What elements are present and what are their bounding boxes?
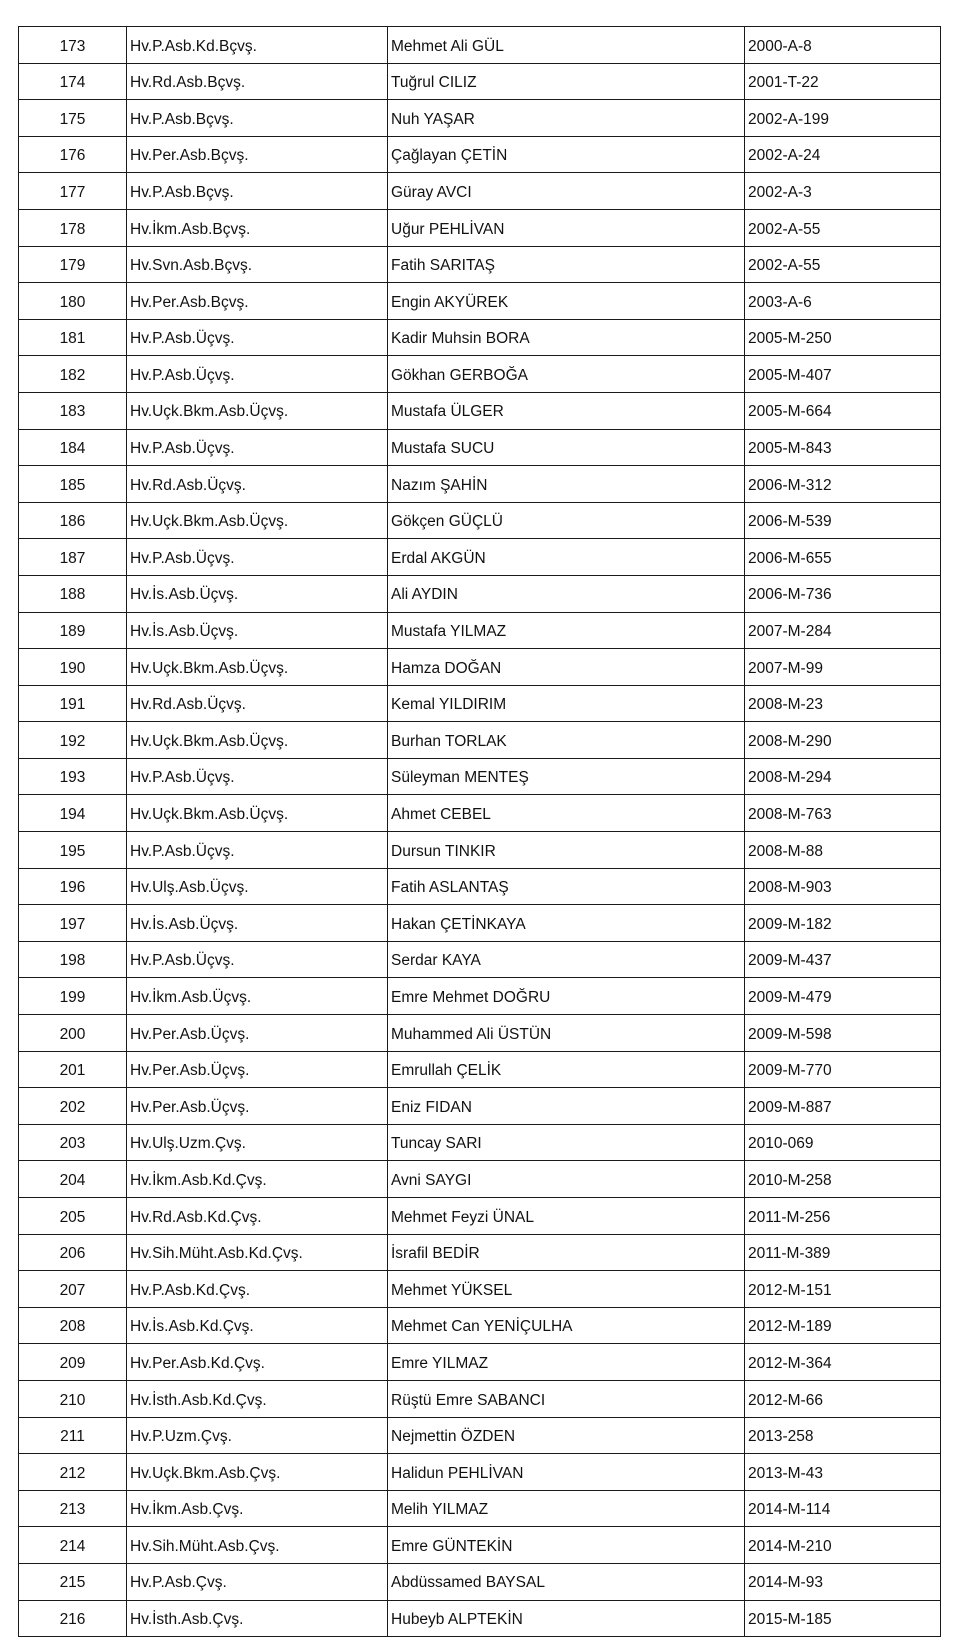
- table-row: [19, 868, 941, 905]
- person-name-cell: Mustafa SUCU: [388, 429, 745, 466]
- row-number-cell: 183: [19, 392, 127, 429]
- registry-number-cell: 2012-M-364: [745, 1344, 941, 1381]
- rank-cell: Hv.İs.Asb.Üçvş.: [127, 905, 388, 942]
- rank-cell: Hv.P.Asb.Kd.Çvş.: [127, 1271, 388, 1308]
- table-row: [19, 1344, 941, 1381]
- rank-cell: Hv.Rd.Asb.Üçvş.: [127, 466, 388, 503]
- table-row: [19, 941, 941, 978]
- table-row: [19, 575, 941, 612]
- table-row: [19, 502, 941, 539]
- table-row: [19, 1527, 941, 1564]
- table-row: [19, 356, 941, 393]
- person-name-cell: Emre GÜNTEKİN: [388, 1527, 745, 1564]
- rank-cell: Hv.Uçk.Bkm.Asb.Üçvş.: [127, 722, 388, 759]
- person-name-cell: Engin AKYÜREK: [388, 283, 745, 320]
- registry-number-cell: 2009-M-598: [745, 1015, 941, 1052]
- row-number-cell: 215: [19, 1563, 127, 1600]
- person-name-cell: Melih YILMAZ: [388, 1490, 745, 1527]
- table-row: [19, 1600, 941, 1637]
- registry-number-cell: 2006-M-655: [745, 539, 941, 576]
- person-name-cell: Halidun PEHLİVAN: [388, 1454, 745, 1491]
- rank-cell: Hv.Per.Asb.Üçvş.: [127, 1088, 388, 1125]
- row-number-cell: 193: [19, 758, 127, 795]
- registry-number-cell: 2008-M-763: [745, 795, 941, 832]
- registry-number-cell: 2005-M-664: [745, 392, 941, 429]
- person-name-cell: Kemal YILDIRIM: [388, 685, 745, 722]
- registry-number-cell: 2008-M-290: [745, 722, 941, 759]
- rank-cell: Hv.Ulş.Asb.Üçvş.: [127, 868, 388, 905]
- person-name-cell: Mehmet Feyzi ÜNAL: [388, 1198, 745, 1235]
- table-row: [19, 722, 941, 759]
- table-row: [19, 246, 941, 283]
- row-number-cell: 203: [19, 1124, 127, 1161]
- registry-number-cell: 2007-M-284: [745, 612, 941, 649]
- registry-number-cell: 2011-M-256: [745, 1198, 941, 1235]
- table-row: [19, 1307, 941, 1344]
- rank-cell: Hv.Per.Asb.Üçvş.: [127, 1051, 388, 1088]
- registry-number-cell: 2000-A-8: [745, 27, 941, 64]
- rank-cell: Hv.Per.Asb.Bçvş.: [127, 283, 388, 320]
- person-name-cell: Çağlayan ÇETİN: [388, 136, 745, 173]
- person-name-cell: Güray AVCI: [388, 173, 745, 210]
- registry-number-cell: 2003-A-6: [745, 283, 941, 320]
- rank-cell: Hv.Uçk.Bkm.Asb.Üçvş.: [127, 795, 388, 832]
- person-name-cell: Tuğrul CILIZ: [388, 63, 745, 100]
- table-row: [19, 1234, 941, 1271]
- rank-cell: Hv.Per.Asb.Üçvş.: [127, 1015, 388, 1052]
- registry-number-cell: 2009-M-479: [745, 978, 941, 1015]
- rank-cell: Hv.Uçk.Bkm.Asb.Çvş.: [127, 1454, 388, 1491]
- registry-number-cell: 2012-M-66: [745, 1380, 941, 1417]
- row-number-cell: 204: [19, 1161, 127, 1198]
- row-number-cell: 207: [19, 1271, 127, 1308]
- registry-number-cell: 2002-A-24: [745, 136, 941, 173]
- person-name-cell: Mustafa ÜLGER: [388, 392, 745, 429]
- rank-cell: Hv.P.Asb.Üçvş.: [127, 319, 388, 356]
- table-row: [19, 978, 941, 1015]
- person-name-cell: Uğur PEHLİVAN: [388, 209, 745, 246]
- person-name-cell: Süleyman MENTEŞ: [388, 758, 745, 795]
- table-row: [19, 27, 941, 64]
- rank-cell: Hv.Sih.Müht.Asb.Kd.Çvş.: [127, 1234, 388, 1271]
- row-number-cell: 174: [19, 63, 127, 100]
- registry-number-cell: 2009-M-182: [745, 905, 941, 942]
- rank-cell: Hv.P.Asb.Üçvş.: [127, 539, 388, 576]
- rank-cell: Hv.İs.Asb.Üçvş.: [127, 575, 388, 612]
- person-name-cell: Mustafa YILMAZ: [388, 612, 745, 649]
- row-number-cell: 201: [19, 1051, 127, 1088]
- registry-number-cell: 2013-M-43: [745, 1454, 941, 1491]
- table-row: [19, 1380, 941, 1417]
- person-name-cell: Emre Mehmet DOĞRU: [388, 978, 745, 1015]
- table-row: [19, 1015, 941, 1052]
- table-row: [19, 649, 941, 686]
- row-number-cell: 191: [19, 685, 127, 722]
- registry-number-cell: 2010-M-258: [745, 1161, 941, 1198]
- table-row: [19, 209, 941, 246]
- table-row: [19, 1161, 941, 1198]
- registry-number-cell: 2009-M-770: [745, 1051, 941, 1088]
- registry-number-cell: 2009-M-887: [745, 1088, 941, 1125]
- rank-cell: Hv.P.Asb.Üçvş.: [127, 356, 388, 393]
- rank-cell: Hv.Ulş.Uzm.Çvş.: [127, 1124, 388, 1161]
- table-row: [19, 1271, 941, 1308]
- table-row: [19, 319, 941, 356]
- row-number-cell: 212: [19, 1454, 127, 1491]
- rank-cell: Hv.P.Asb.Üçvş.: [127, 429, 388, 466]
- registry-number-cell: 2014-M-210: [745, 1527, 941, 1564]
- rank-cell: Hv.İkm.Asb.Kd.Çvş.: [127, 1161, 388, 1198]
- person-name-cell: Hubeyb ALPTEKİN: [388, 1600, 745, 1637]
- person-name-cell: Abdüssamed BAYSAL: [388, 1563, 745, 1600]
- registry-number-cell: 2005-M-407: [745, 356, 941, 393]
- table-row: [19, 1454, 941, 1491]
- row-number-cell: 176: [19, 136, 127, 173]
- table-row: [19, 1124, 941, 1161]
- table-row: [19, 1563, 941, 1600]
- registry-number-cell: 2012-M-151: [745, 1271, 941, 1308]
- row-number-cell: 186: [19, 502, 127, 539]
- registry-number-cell: 2010-069: [745, 1124, 941, 1161]
- registry-number-cell: 2002-A-3: [745, 173, 941, 210]
- row-number-cell: 205: [19, 1198, 127, 1235]
- person-name-cell: Kadir Muhsin BORA: [388, 319, 745, 356]
- person-name-cell: Serdar KAYA: [388, 941, 745, 978]
- rank-cell: Hv.Uçk.Bkm.Asb.Üçvş.: [127, 392, 388, 429]
- person-name-cell: Fatih SARITAŞ: [388, 246, 745, 283]
- rank-cell: Hv.P.Asb.Bçvş.: [127, 100, 388, 137]
- row-number-cell: 178: [19, 209, 127, 246]
- table-row: [19, 1417, 941, 1454]
- person-name-cell: Ahmet CEBEL: [388, 795, 745, 832]
- registry-number-cell: 2009-M-437: [745, 941, 941, 978]
- registry-number-cell: 2011-M-389: [745, 1234, 941, 1271]
- person-name-cell: İsrafil BEDİR: [388, 1234, 745, 1271]
- person-name-cell: Rüştü Emre SABANCI: [388, 1380, 745, 1417]
- rank-cell: Hv.Svn.Asb.Bçvş.: [127, 246, 388, 283]
- rank-cell: Hv.P.Uzm.Çvş.: [127, 1417, 388, 1454]
- row-number-cell: 180: [19, 283, 127, 320]
- row-number-cell: 188: [19, 575, 127, 612]
- row-number-cell: 187: [19, 539, 127, 576]
- row-number-cell: 209: [19, 1344, 127, 1381]
- registry-number-cell: 2008-M-294: [745, 758, 941, 795]
- table-row: [19, 539, 941, 576]
- document-page: [18, 26, 940, 1637]
- registry-number-cell: 2005-M-250: [745, 319, 941, 356]
- person-name-cell: Nuh YAŞAR: [388, 100, 745, 137]
- row-number-cell: 175: [19, 100, 127, 137]
- row-number-cell: 190: [19, 649, 127, 686]
- row-number-cell: 206: [19, 1234, 127, 1271]
- table-row: [19, 429, 941, 466]
- person-name-cell: Emre YILMAZ: [388, 1344, 745, 1381]
- registry-number-cell: 2008-M-88: [745, 832, 941, 869]
- personnel-table: [18, 26, 941, 1637]
- table-row: [19, 173, 941, 210]
- person-name-cell: Mehmet Ali GÜL: [388, 27, 745, 64]
- person-name-cell: Dursun TINKIR: [388, 832, 745, 869]
- row-number-cell: 214: [19, 1527, 127, 1564]
- rank-cell: Hv.Uçk.Bkm.Asb.Üçvş.: [127, 649, 388, 686]
- table-row: [19, 795, 941, 832]
- person-name-cell: Emrullah ÇELİK: [388, 1051, 745, 1088]
- rank-cell: Hv.Rd.Asb.Kd.Çvş.: [127, 1198, 388, 1235]
- person-name-cell: Erdal AKGÜN: [388, 539, 745, 576]
- rank-cell: Hv.P.Asb.Üçvş.: [127, 941, 388, 978]
- row-number-cell: 202: [19, 1088, 127, 1125]
- row-number-cell: 200: [19, 1015, 127, 1052]
- rank-cell: Hv.Rd.Asb.Bçvş.: [127, 63, 388, 100]
- person-name-cell: Nazım ŞAHİN: [388, 466, 745, 503]
- rank-cell: Hv.Sih.Müht.Asb.Çvş.: [127, 1527, 388, 1564]
- row-number-cell: 195: [19, 832, 127, 869]
- table-row: [19, 1088, 941, 1125]
- person-name-cell: Mehmet YÜKSEL: [388, 1271, 745, 1308]
- row-number-cell: 194: [19, 795, 127, 832]
- registry-number-cell: 2006-M-312: [745, 466, 941, 503]
- row-number-cell: 179: [19, 246, 127, 283]
- rank-cell: Hv.İkm.Asb.Çvş.: [127, 1490, 388, 1527]
- person-name-cell: Hamza DOĞAN: [388, 649, 745, 686]
- registry-number-cell: 2014-M-93: [745, 1563, 941, 1600]
- registry-number-cell: 2006-M-736: [745, 575, 941, 612]
- registry-number-cell: 2002-A-199: [745, 100, 941, 137]
- row-number-cell: 210: [19, 1380, 127, 1417]
- rank-cell: Hv.Rd.Asb.Üçvş.: [127, 685, 388, 722]
- row-number-cell: 199: [19, 978, 127, 1015]
- registry-number-cell: 2014-M-114: [745, 1490, 941, 1527]
- table-row: [19, 1198, 941, 1235]
- rank-cell: Hv.P.Asb.Üçvş.: [127, 758, 388, 795]
- table-row: [19, 612, 941, 649]
- rank-cell: Hv.Per.Asb.Kd.Çvş.: [127, 1344, 388, 1381]
- rank-cell: Hv.İkm.Asb.Üçvş.: [127, 978, 388, 1015]
- table-row: [19, 685, 941, 722]
- row-number-cell: 211: [19, 1417, 127, 1454]
- row-number-cell: 192: [19, 722, 127, 759]
- row-number-cell: 181: [19, 319, 127, 356]
- rank-cell: Hv.P.Asb.Kd.Bçvş.: [127, 27, 388, 64]
- registry-number-cell: 2001-T-22: [745, 63, 941, 100]
- table-row: [19, 63, 941, 100]
- rank-cell: Hv.P.Asb.Çvş.: [127, 1563, 388, 1600]
- row-number-cell: 198: [19, 941, 127, 978]
- person-name-cell: Mehmet Can YENİÇULHA: [388, 1307, 745, 1344]
- table-row: [19, 758, 941, 795]
- table-row: [19, 100, 941, 137]
- row-number-cell: 173: [19, 27, 127, 64]
- rank-cell: Hv.Per.Asb.Bçvş.: [127, 136, 388, 173]
- rank-cell: Hv.P.Asb.Üçvş.: [127, 832, 388, 869]
- person-name-cell: Ali AYDIN: [388, 575, 745, 612]
- registry-number-cell: 2008-M-903: [745, 868, 941, 905]
- registry-number-cell: 2006-M-539: [745, 502, 941, 539]
- row-number-cell: 185: [19, 466, 127, 503]
- row-number-cell: 184: [19, 429, 127, 466]
- registry-number-cell: 2005-M-843: [745, 429, 941, 466]
- row-number-cell: 216: [19, 1600, 127, 1637]
- table-row: [19, 832, 941, 869]
- person-name-cell: Fatih ASLANTAŞ: [388, 868, 745, 905]
- person-name-cell: Nejmettin ÖZDEN: [388, 1417, 745, 1454]
- rank-cell: Hv.Uçk.Bkm.Asb.Üçvş.: [127, 502, 388, 539]
- registry-number-cell: 2002-A-55: [745, 246, 941, 283]
- rank-cell: Hv.İsth.Asb.Kd.Çvş.: [127, 1380, 388, 1417]
- rank-cell: Hv.İs.Asb.Üçvş.: [127, 612, 388, 649]
- row-number-cell: 196: [19, 868, 127, 905]
- rank-cell: Hv.İsth.Asb.Çvş.: [127, 1600, 388, 1637]
- person-name-cell: Muhammed Ali ÜSTÜN: [388, 1015, 745, 1052]
- rank-cell: Hv.İs.Asb.Kd.Çvş.: [127, 1307, 388, 1344]
- rank-cell: Hv.İkm.Asb.Bçvş.: [127, 209, 388, 246]
- table-row: [19, 283, 941, 320]
- person-name-cell: Gökhan GERBOĞA: [388, 356, 745, 393]
- registry-number-cell: 2012-M-189: [745, 1307, 941, 1344]
- registry-number-cell: 2002-A-55: [745, 209, 941, 246]
- rank-cell: Hv.P.Asb.Bçvş.: [127, 173, 388, 210]
- row-number-cell: 208: [19, 1307, 127, 1344]
- table-row: [19, 136, 941, 173]
- row-number-cell: 213: [19, 1490, 127, 1527]
- person-name-cell: Hakan ÇETİNKAYA: [388, 905, 745, 942]
- person-name-cell: Burhan TORLAK: [388, 722, 745, 759]
- row-number-cell: 177: [19, 173, 127, 210]
- person-name-cell: Tuncay SARI: [388, 1124, 745, 1161]
- row-number-cell: 182: [19, 356, 127, 393]
- table-row: [19, 466, 941, 503]
- registry-number-cell: 2013-258: [745, 1417, 941, 1454]
- personnel-table-body: [19, 27, 941, 1637]
- table-row: [19, 392, 941, 429]
- table-row: [19, 1051, 941, 1088]
- registry-number-cell: 2015-M-185: [745, 1600, 941, 1637]
- row-number-cell: 197: [19, 905, 127, 942]
- table-row: [19, 905, 941, 942]
- person-name-cell: Eniz FIDAN: [388, 1088, 745, 1125]
- person-name-cell: Gökçen GÜÇLÜ: [388, 502, 745, 539]
- table-row: [19, 1490, 941, 1527]
- person-name-cell: Avni SAYGI: [388, 1161, 745, 1198]
- row-number-cell: 189: [19, 612, 127, 649]
- registry-number-cell: 2007-M-99: [745, 649, 941, 686]
- registry-number-cell: 2008-M-23: [745, 685, 941, 722]
